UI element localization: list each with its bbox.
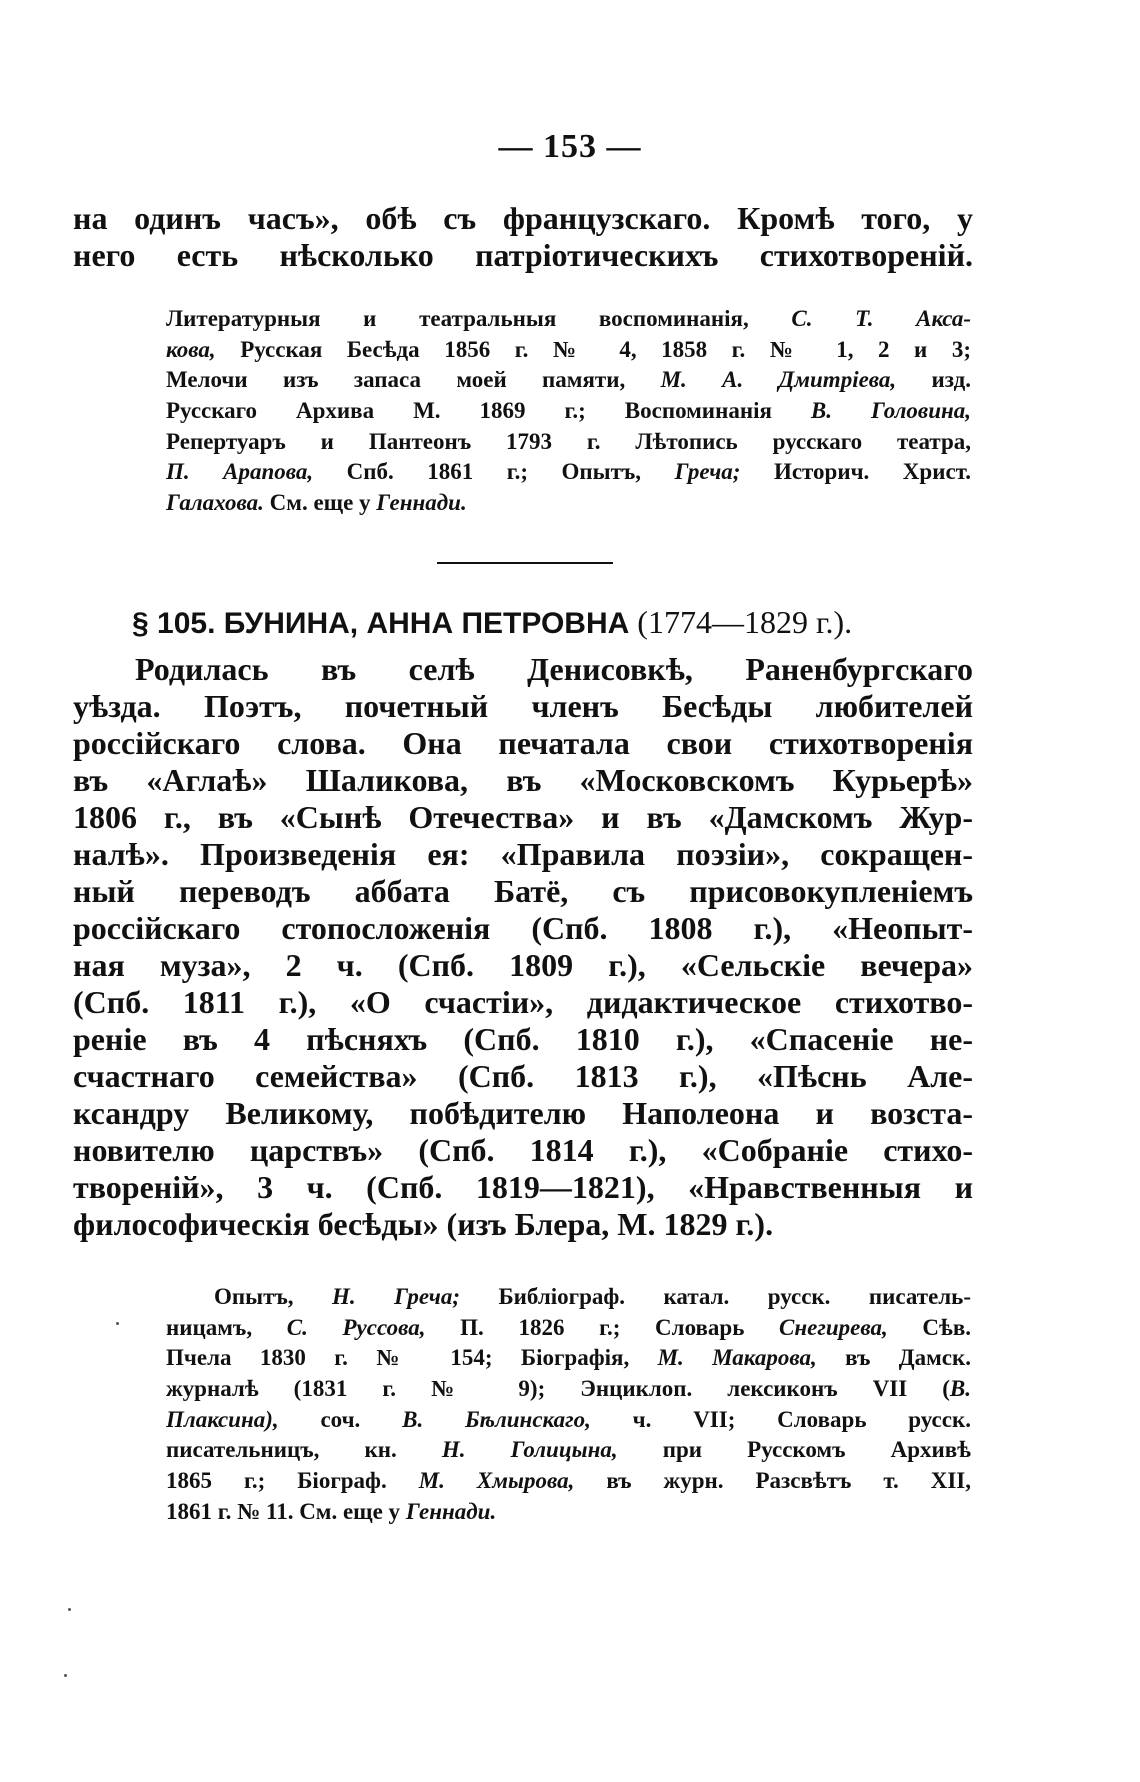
print-speck: [116, 1322, 119, 1325]
note-line: Репертуаръ и Пантеонъ 1793 г. Лѣтопись русскаго театра,: [166, 428, 971, 454]
text-line: уѣзда. Поэтъ, почетный членъ Бесѣды любителей: [73, 688, 973, 724]
note-line: Пчела 1830 г. № 154; Біографія, М. Макарова, въ Дамск.: [166, 1345, 971, 1371]
bibliography-note: [166, 304, 971, 519]
text-line: Родилась въ селѣ Денисовкѣ, Раненбургскаго: [135, 651, 973, 687]
text-line: на одинъ часъ», обѣ съ французскаго. Кромѣ того, у: [73, 200, 973, 236]
text-line: реніе въ 4 пѣсняхъ (Спб. 1810 г.), «Спасеніе не-: [73, 1021, 973, 1057]
heading-title: § 105. БУНИНА, АННА ПЕТРОВНА: [132, 607, 630, 640]
note-line: журналѣ (1831 г. № 9); Энциклоп. лексиконъ VII (В.: [166, 1376, 971, 1402]
print-speck: [68, 1608, 71, 1611]
note-line: 1865 г.; Біограф. М. Хмырова, въ журн. Разсвѣтъ т. XII,: [166, 1468, 971, 1494]
text-line: налѣ». Произведенія ея: «Правила поэзіи», сокращен-: [73, 836, 973, 872]
text-line: россійскаго слова. Она печатала свои стихотворенія: [73, 725, 973, 761]
note-line: Русскаго Архива М. 1869 г.; Воспоминанія В. Головина,: [166, 398, 971, 424]
note-line: писательницъ, кн. Н. Голицына, при Русскомъ Архивѣ: [166, 1437, 971, 1463]
continued-paragraph: [73, 200, 973, 274]
text-line: философическія бесѣды» (изъ Блера, М. 1829 г.).: [73, 1206, 774, 1242]
note-line: Галахова. См. еще у Геннади.: [166, 490, 467, 516]
note-line: ницамъ, С. Руссова, П. 1826 г.; Словарь Снегирева, Сѣв.: [166, 1314, 971, 1340]
bibliography-note: [166, 1282, 971, 1528]
page-number: — 153 —: [498, 128, 642, 165]
section-heading: [132, 604, 852, 641]
note-line: 1861 г. № 11. См. еще у Геннади.: [166, 1498, 497, 1524]
heading-years: (1774—1829 г.).: [629, 604, 853, 640]
note-line: кова, Русская Бесѣда 1856 г. № 4, 1858 г. № 1, 2 и 3;: [166, 336, 971, 362]
text-line: ная муза», 2 ч. (Спб. 1809 г.), «Сельскіе вечера»: [73, 947, 973, 983]
note-line: Литературныя и театральныя воспоминанія, С. Т. Акса-: [166, 306, 971, 331]
text-line: россійскаго стопосложенія (Спб. 1808 г.), «Неопыт-: [73, 910, 973, 946]
biography-paragraph: [73, 651, 973, 1243]
note-line: Опытъ, Н. Греча; Библіограф. катал. русск. писатель-: [214, 1284, 971, 1309]
section-divider: [437, 562, 613, 564]
text-line: счастнаго семейства» (Спб. 1813 г.), «Пѣснь Але-: [73, 1058, 973, 1094]
text-line: (Спб. 1811 г.), «О счастіи», дидактическое стихотво-: [73, 984, 973, 1020]
text-line: него есть нѣсколько патріотическихъ стихотвореній.: [73, 237, 973, 273]
text-line: новителю царствъ» (Спб. 1814 г.), «Собраніе стихо-: [73, 1132, 973, 1168]
text-line: 1806 г., въ «Сынѣ Отечества» и въ «Дамскомъ Жур-: [73, 799, 973, 835]
note-line: Плаксина), соч. В. Бѣлинскаго, ч. VII; Словарь русск.: [166, 1406, 971, 1432]
print-speck: [64, 1674, 67, 1677]
text-line: ный переводъ аббата Батё, съ присовокупленіемъ: [73, 873, 973, 909]
note-line: П. Арапова, Спб. 1861 г.; Опытъ, Греча; Историч. Христ.: [166, 459, 971, 485]
text-line: ксандру Великому, побѣдителю Наполеона и возста-: [73, 1095, 973, 1131]
text-line: въ «Аглаѣ» Шаликова, въ «Московскомъ Курьерѣ»: [73, 762, 973, 798]
note-line: Мелочи изъ запаса моей памяти, М. А. Дмитріева, изд.: [166, 367, 971, 393]
text-line: твореній», 3 ч. (Спб. 1819—1821), «Нравственныя и: [73, 1169, 973, 1205]
